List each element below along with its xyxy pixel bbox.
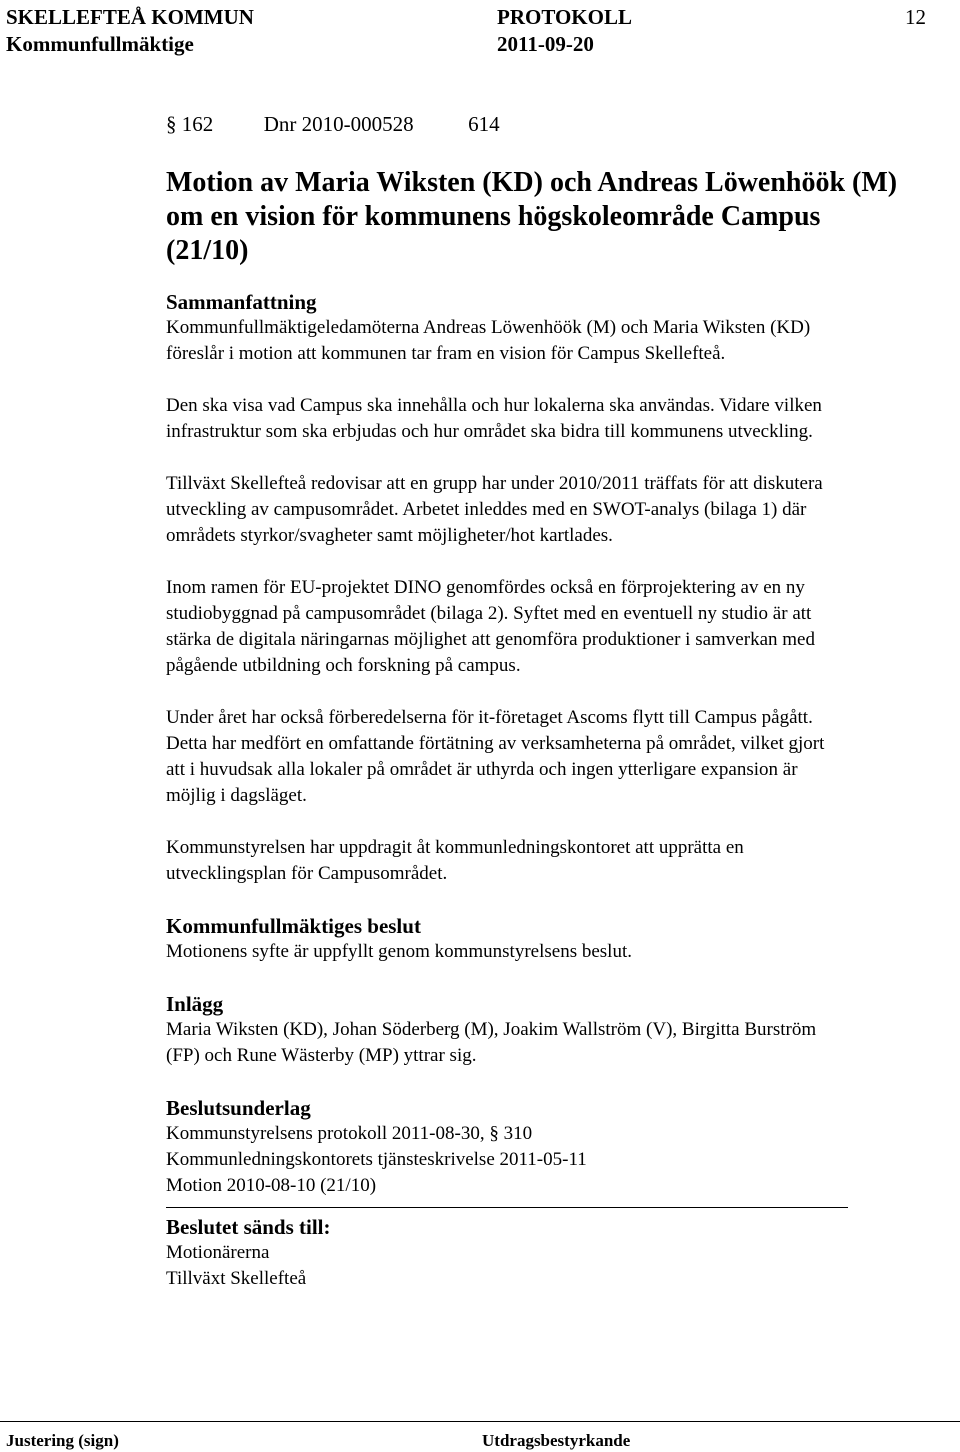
speakers-text: Maria Wiksten (KD), Johan Söderberg (M), Joakim Wallström (V), Birgitta Burström (FP) och Rune Wästerby (MP) yttrar sig. <box>166 1019 817 1066</box>
document-body <box>166 289 946 1292</box>
header-org: SKELLEFTEÅ KOMMUN <box>6 5 254 29</box>
title-line: Motion av Maria Wiksten (KD) och Andreas Löwenhöök (M) <box>166 167 898 198</box>
page-number: 12 <box>905 5 926 29</box>
case-dnr: Dnr 2010-000528 <box>263 112 414 136</box>
basis-heading: Beslutsunderlag <box>166 1096 311 1120</box>
basis-item: Motion 2010-08-10 (21/10) <box>166 1175 377 1196</box>
case-number: 614 <box>468 112 500 136</box>
decision-text: Motionens syfte är uppfyllt genom kommunstyrelsens beslut. <box>166 941 632 962</box>
document-title <box>166 166 956 268</box>
header-body: Kommunfullmäktige <box>6 32 194 56</box>
summary-paragraph-2: Den ska visa vad Campus ska innehålla och hur lokalerna ska användas. Vidare vilken infrastruktur som ska erbjudas och hur området ska bidra till kommunens utveckling. <box>166 395 822 442</box>
sent-to-heading: Beslutet sänds till: <box>166 1215 331 1239</box>
basis-list <box>166 1121 946 1199</box>
summary-paragraph-5: Under året har också förberedelserna för it-företaget Ascoms flytt till Campus pågått. Detta har medfört en omfattande förtätning av verksamheterna på området, vilket gjort att i huvudsak alla lokaler på området är uthyrda och ingen ytterligare expansion är möjlig i dagsläget. <box>166 707 825 806</box>
footer-justering: Justering (sign) <box>6 1431 119 1450</box>
summary-paragraph-1: Kommunfullmäktigeledamöterna Andreas Löwenhöök (M) och Maria Wiksten (KD) föreslår i motion att kommunen tar fram en vision för Campus Skellefteå. <box>166 317 811 364</box>
paragraph-number: 162 <box>181 112 214 136</box>
case-line <box>166 114 500 135</box>
decision-heading: Kommunfullmäktiges beslut <box>166 914 421 938</box>
header-doc-type: PROTOKOLL <box>497 5 632 29</box>
footer <box>0 1421 960 1452</box>
basis-item: Kommunstyrelsens protokoll 2011-08-30, § 310 <box>166 1123 533 1144</box>
recipient: Motionärerna <box>166 1242 270 1263</box>
sent-to-list <box>166 1240 946 1292</box>
summary-heading: Sammanfattning <box>166 290 317 314</box>
separator-line <box>166 1207 848 1208</box>
basis-item: Kommunledningskontorets tjänsteskrivelse 2011-05-11 <box>166 1149 587 1170</box>
title-line: om en vision för kommunens högskoleområde Campus <box>166 201 821 232</box>
recipient: Tillväxt Skellefteå <box>166 1268 307 1289</box>
footer-utdrag: Utdragsbestyrkande <box>482 1431 631 1450</box>
header-date: 2011-09-20 <box>497 32 594 56</box>
summary-paragraph-4: Inom ramen för EU-projektet DINO genomfördes också en förprojektering av en ny studiobyggnad på campusområdet (bilaga 2). Syftet med en eventuell ny studio är att stärka de digitala näringarnas möjlighet att genomföra produktioner i samverkan med pågående utbildning och forskning på campus. <box>166 577 815 676</box>
speakers-heading: Inlägg <box>166 992 224 1016</box>
summary-paragraph-3: Tillväxt Skellefteå redovisar att en grupp har under 2010/2011 träffats för att diskutera utveckling av campusområdet. Arbetet inleddes med en SWOT-analys (bilaga 1) där områdets styrkor/svagheter samt möjligheter/hot kartlades. <box>166 473 823 546</box>
summary-paragraph-6: Kommunstyrelsen har uppdragit åt kommunledningskontoret att upprätta en utvecklingsplan för Campusområdet. <box>166 837 744 884</box>
paragraph-sign: § <box>166 112 177 136</box>
title-line: (21/10) <box>166 235 249 266</box>
